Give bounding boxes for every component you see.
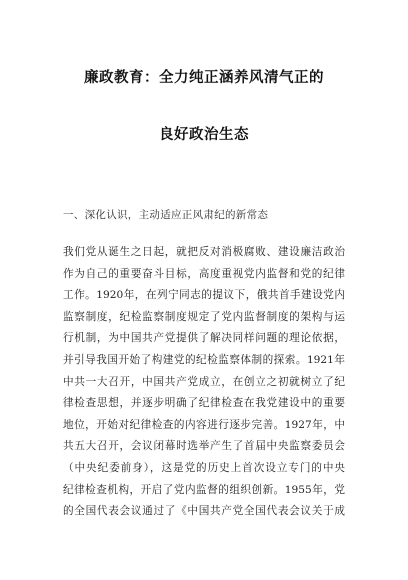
- body-line: 我们党从诞生之日起，就把反对消极腐败、建设廉洁政治: [63, 246, 345, 258]
- body-line: 作为自己的重要奋斗目标，高度重视党内监督和党的纪律: [63, 267, 345, 280]
- document-title-line-1: 廉政教育：全力纯正涵养风清气正的: [84, 70, 324, 86]
- body-paragraph: [63, 242, 345, 523]
- document-title-line-2: 良好政治生态: [159, 127, 249, 143]
- body-line: 的全国代表会议通过了《中国共产党全国代表会议关于成: [63, 505, 345, 518]
- section-heading: 一、深化认识，主动适应正风肃纪的新常态: [63, 209, 269, 221]
- body-line: 共五大召开，会议闭幕时选举产生了首届中央监察委员会: [63, 440, 345, 453]
- body-line: 并引导我国开始了构建党的纪检监察体制的探索。1921年: [63, 353, 345, 366]
- body-line: （中央纪委前身），这是党的历史上首次设立专门的中央: [63, 461, 345, 474]
- body-line: 中共一大召开，中国共产党成立，在创立之初就树立了纪: [63, 375, 345, 388]
- body-line: 工作。1920年，在列宁同志的提议下，俄共首手建设党内: [63, 289, 345, 302]
- body-line: 行机制，为中国共产党提供了解决同样问题的理论依据，: [63, 332, 345, 345]
- body-line: 监察制度，纪检监察制度规定了党内监督制度的架构与运: [63, 310, 345, 323]
- body-line: 纪律检查机构，开启了党内监督的组织创新。1955年，党: [63, 483, 345, 496]
- body-line: 律检查思想，并逐步明确了纪律检查在我党建设中的重要: [63, 397, 345, 410]
- body-line: 地位，开始对纪律检查的内容进行逐步完善。1927年，中: [63, 418, 345, 431]
